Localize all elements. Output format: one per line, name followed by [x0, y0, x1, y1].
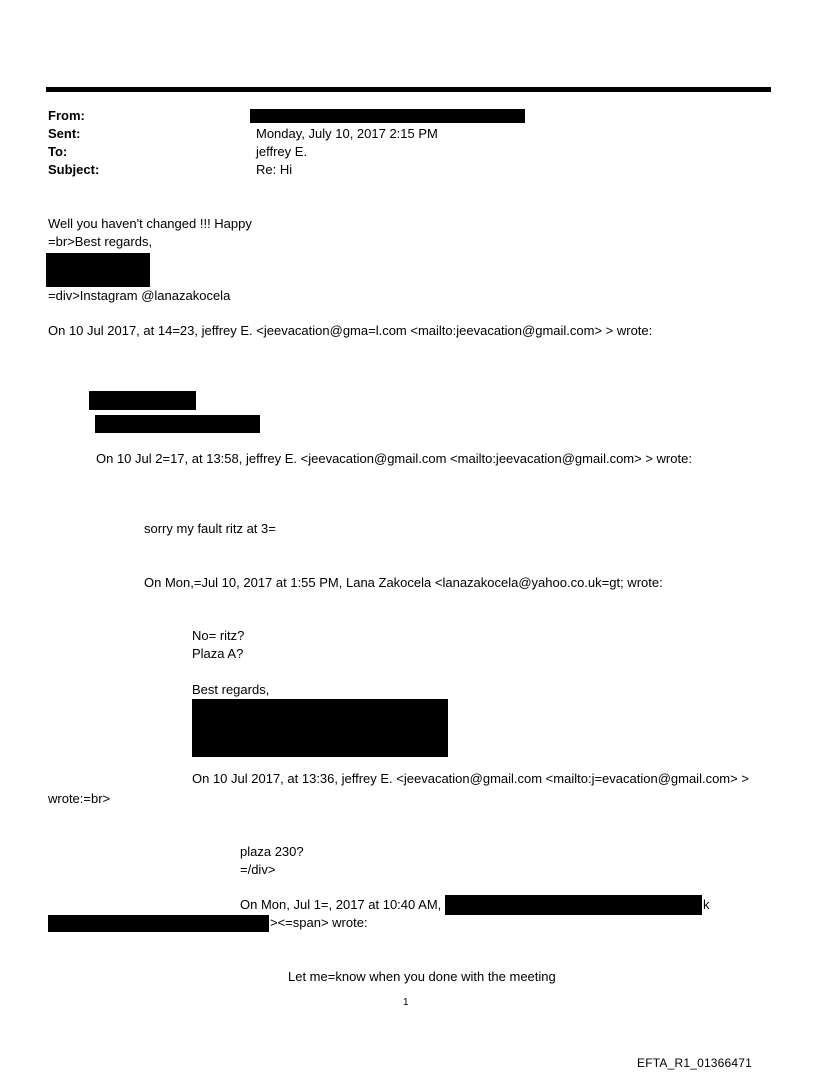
page-number: 1: [403, 997, 409, 1008]
redaction-quote-1-b: [95, 415, 260, 433]
quote-5-wrap: ><=span> wrote:: [270, 915, 368, 930]
to-value: jeffrey E.: [256, 144, 308, 159]
quote-3-header: On Mon,=Jul 10, 2017 at 1:55 PM, Lana Zakocela <lanazakocela@yahoo.co.uk=gt; wrote:: [144, 575, 663, 590]
quote-4-wrap: wrote:=br>: [48, 791, 111, 806]
quote-5-text: Let me=know when you done with the meeting: [288, 969, 556, 984]
body-line-1: Well you haven't changed !!! Happy: [48, 216, 252, 231]
sent-value: Monday, July 10, 2017 2:15 PM: [256, 126, 438, 141]
quote-3-line-2: Plaza A?: [192, 646, 244, 661]
body-line-2: =br>Best regards,: [48, 234, 153, 249]
quote-3-line-1: No= ritz?: [192, 628, 245, 643]
redaction-quote-1-a: [89, 391, 196, 410]
quote-3-line-3: Best regards,: [192, 682, 270, 697]
quote-4-line-2: =/div>: [240, 862, 276, 877]
document-id: EFTA_R1_01366471: [637, 1056, 753, 1070]
quote-1-header: On 10 Jul 2017, at 14=23, jeffrey E. <jeevacation@gma=l.com <mailto:jeevacation@gmail.com> > wrote:: [48, 323, 653, 338]
quote-5-header: On Mon, Jul 1=, 2017 at 10:40 AM,: [240, 897, 442, 912]
to-label: To:: [48, 144, 68, 159]
redaction-quote-3-signature: [192, 699, 448, 757]
subject-label: Subject:: [48, 162, 100, 177]
redaction-quote-5-a: [445, 895, 702, 915]
quote-2-text: sorry my fault ritz at 3=: [144, 521, 276, 536]
subject-value: Re: Hi: [256, 162, 293, 177]
quote-4-line-1: plaza 230?: [240, 844, 304, 859]
redaction-quote-5-b: [48, 915, 269, 932]
quote-4-header: On 10 Jul 2017, at 13:36, jeffrey E. <jeevacation@gmail.com <mailto:j=evacation@gmail.com> >: [192, 771, 749, 786]
redaction-signature: [46, 253, 150, 287]
redaction-from: [250, 109, 525, 123]
quote-2-header: On 10 Jul 2=17, at 13:58, jeffrey E. <jeevacation@gmail.com <mailto:jeevacation@gmail.com> > wrote:: [96, 451, 692, 466]
from-label: From:: [48, 108, 85, 123]
quote-5-header-tail: k: [703, 897, 710, 912]
body-line-3: =div>Instagram @lanazakocela: [48, 288, 231, 303]
sent-label: Sent:: [48, 126, 81, 141]
header-rule: [46, 87, 771, 92]
